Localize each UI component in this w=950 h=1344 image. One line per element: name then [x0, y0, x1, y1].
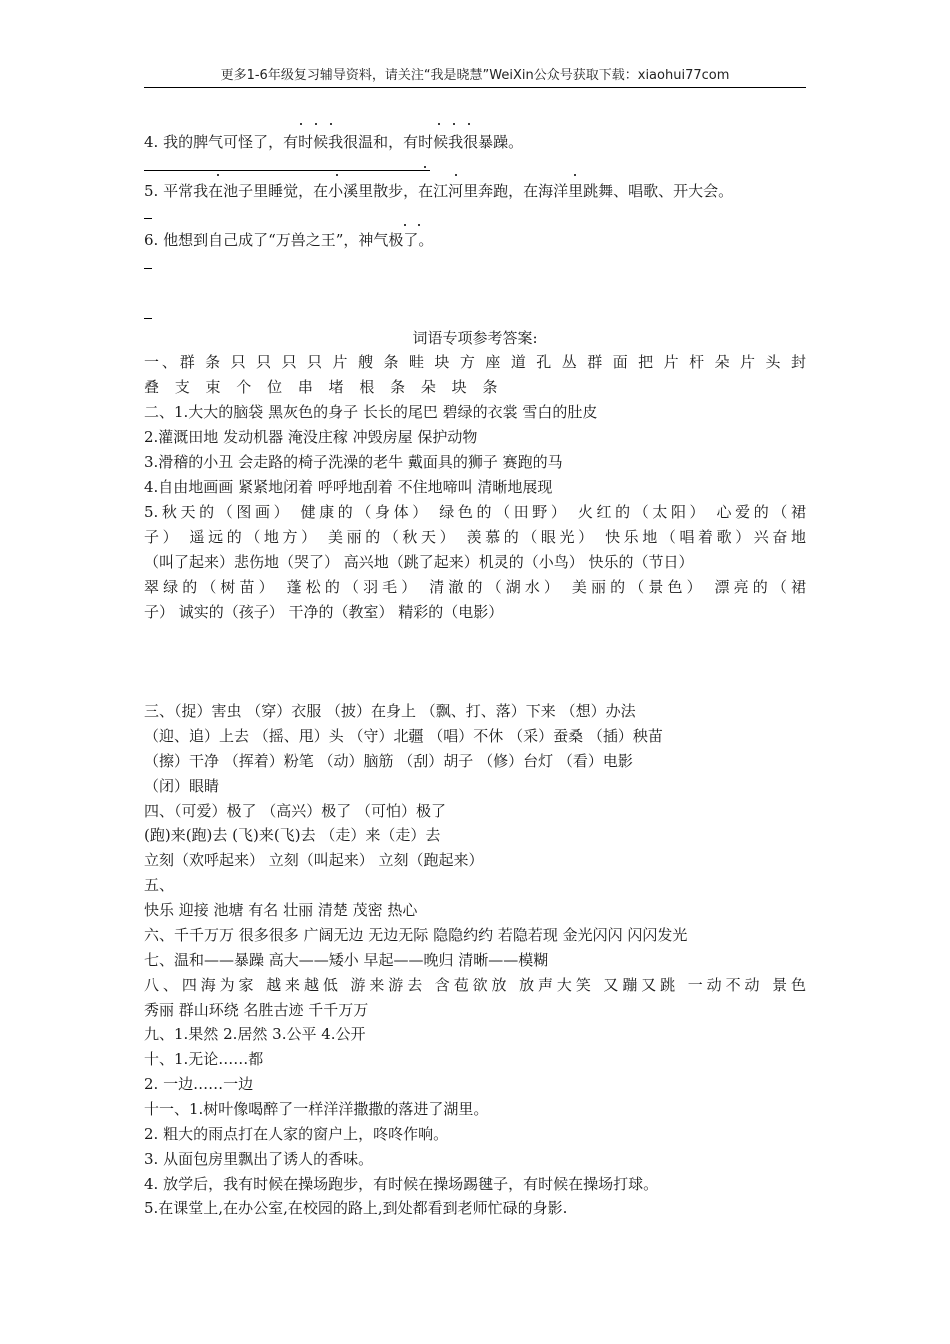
answer-line: （擦）干净 （挥着）粉笔 （动）脑筋 （刮）胡子 （修）台灯 （看）电影: [144, 752, 633, 770]
answer-line: 秀丽 群山环绕 名胜古迹 千千万万: [144, 1001, 369, 1019]
answer-line: (跑)来(跑)去 (飞)来(飞)去 （走）来（走）去: [144, 826, 441, 844]
answer-line: 立刻（欢呼起来） 立刻（叫起来） 立刻（跑起来）: [144, 851, 484, 869]
answer-line: 4. 放学后，我有时候在操场跑步，有时候在操场踢毽子，有时候在操场打球。: [144, 1175, 659, 1193]
answer-line: 六、千千万万 很多很多 广阔无边 无边无际 隐隐约约 若隐若现 金光闪闪 闪闪发光: [144, 926, 688, 944]
answer-blank: [144, 170, 430, 171]
answer-blank: [144, 218, 152, 219]
answer-line: 子） 诚实的（孩子） 干净的（教室） 精彩的（电影）: [144, 603, 504, 621]
emphasis-dot: [438, 123, 440, 125]
exercise-4: 4. 我的脾气可怪了，有时候我很温和，有时候我很暴躁。: [144, 133, 524, 151]
exercise-6: 6. 他想到自己成了“万兽之王”，神气极了。: [144, 231, 434, 249]
answer-line: 九、1.果然 2.居然 3.公平 4.公开: [144, 1025, 366, 1043]
emphasis-dot: [330, 123, 332, 125]
answer-line: 3.滑稽的小丑 会走路的椅子洗澡的老牛 戴面具的狮子 赛跑的马: [144, 453, 563, 471]
answer-line: 四、（可爱）极了 （高兴）极了 （可怕）极了: [144, 802, 447, 820]
answer-line: 八、四海为家 越来越低 游来游去 含苞欲放 放声大笑 又蹦又跳 一动不动 景色: [144, 976, 806, 994]
emphasis-dot: [217, 174, 219, 176]
answer-line: 十一、1.树叶像喝醉了一样洋洋撒撒的落进了湖里。: [144, 1100, 489, 1118]
answer-line: 快乐 迎接 池塘 有名 壮丽 清楚 茂密 热心: [144, 901, 418, 919]
emphasis-dot: [455, 174, 457, 176]
emphasis-dot: [468, 123, 470, 125]
emphasis-dot: [315, 123, 317, 125]
emphasis-dot: [453, 123, 455, 125]
answer-blank: [144, 268, 152, 269]
emphasis-dot: [424, 166, 426, 168]
emphasis-dot: [300, 123, 302, 125]
answer-line: 一、群 条 只 只 只 只 片 艘 条 畦 块 方 座 道 孔 丛 群 面 把 片 杆 朵 片 头 封: [144, 353, 806, 371]
emphasis-dot: [404, 224, 406, 226]
answer-line: 三、（捉）害虫 （穿）衣服 （披）在身上 （飘、打、落）下来 （想）办法: [144, 702, 636, 720]
answer-line: 七、温和——暴躁 高大——矮小 早起——晚归 清晰——模糊: [144, 951, 549, 969]
header-rule: [144, 87, 806, 88]
answer-line: 3. 从面包房里飘出了诱人的香味。: [144, 1150, 374, 1168]
answer-line: 2.灌溉田地 发动机器 淹没庄稼 冲毁房屋 保护动物: [144, 428, 478, 446]
exercise-5: 5. 平常我在池子里睡觉，在小溪里散步，在江河里奔跑，在海洋里跳舞、唱歌、开大会。: [144, 182, 734, 200]
answer-line: （闭）眼睛: [144, 777, 220, 795]
emphasis-dot: [574, 174, 576, 176]
answer-line: 二、1.大大的脑袋 黑灰色的身子 长长的尾巴 碧绿的衣裳 雪白的肚皮: [144, 403, 598, 421]
answers-title: 词语专项参考答案:: [412, 329, 538, 347]
emphasis-dot: [418, 224, 420, 226]
answer-line: （叫了起来）悲伤地（哭了） 高兴地（跳了起来）机灵的（小鸟） 快乐的（节日）: [144, 553, 694, 571]
answer-line: 叠 支 束 个 位 串 堵 根 条 朵 块 条: [144, 378, 503, 396]
emphasis-dot: [336, 174, 338, 176]
answer-line: 五、: [144, 876, 175, 894]
answer-line: 十、1.无论……都: [144, 1050, 264, 1068]
answer-line: 5.在课堂上,在办公室,在校园的路上,到处都看到老师忙碌的身影.: [144, 1199, 568, 1217]
answer-line: （迎、追）上去 （摇、甩）头 （守）北疆 （唱）不休 （采）蚕桑 （插）秧苗: [144, 727, 663, 745]
answer-line: 子） 遥远的（地方） 美丽的（秋天） 羡慕的（眼光） 快乐地（唱着歌）兴奋地: [144, 528, 806, 546]
answer-line: 5.秋天的（图画） 健康的（身体） 绿色的（田野） 火红的（太阳） 心爱的（裙: [144, 503, 806, 521]
answer-line: 2. 粗大的雨点打在人家的窗户上，咚咚作响。: [144, 1125, 449, 1143]
answer-blank: [144, 318, 152, 319]
answer-line: 4.自由地画画 紧紧地闭着 呼呼地刮着 不住地啼叫 清晰地展现: [144, 478, 553, 496]
answer-line: 2. 一边……一边: [144, 1075, 254, 1093]
answer-line: 翠绿的（树苗） 蓬松的（羽毛） 清澈的（湖水） 美丽的（景色） 漂亮的（裙: [144, 578, 806, 596]
page-header: 更多1-6年级复习辅导资料，请关注“我是晓慧”WeiXin公众号获取下载：xiaohui77com: [220, 68, 730, 83]
